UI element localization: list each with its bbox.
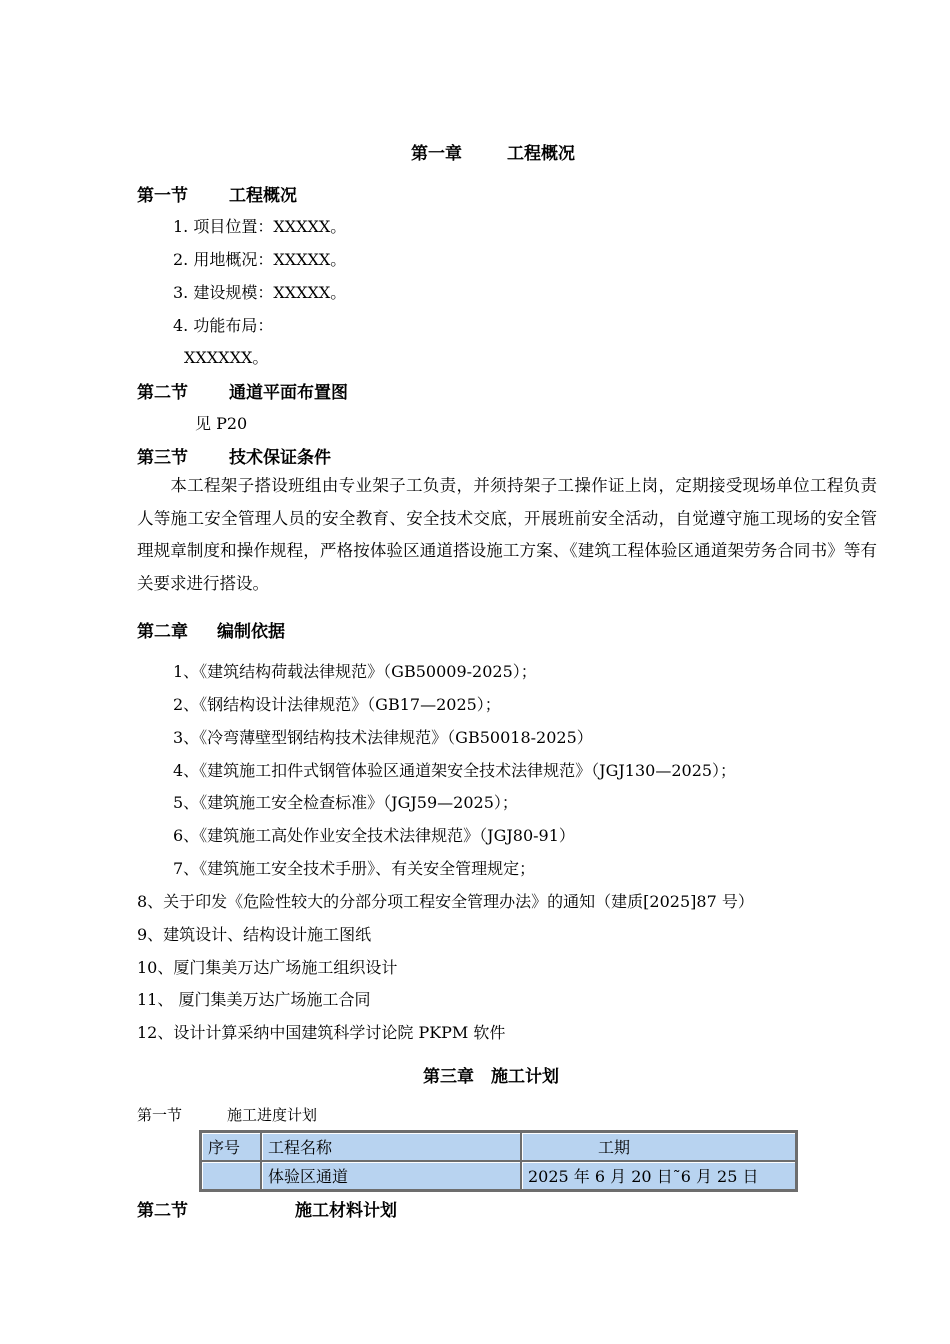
chapter-3-heading <box>423 1062 559 1087</box>
chapter-2-number: 第二章 <box>137 622 188 642</box>
chapter-1-title: 工程概况 <box>507 144 575 164</box>
reference-item: 3、《冷弯薄壁型钢结构技术法律规范》（GB50018-2025） <box>173 728 593 747</box>
reference-item: 1、《建筑结构荷载法律规范》（GB50009-2025）； <box>173 662 537 681</box>
table-cell-index <box>201 1161 261 1190</box>
list-item: 2. 用地概况：XXXXX。 <box>173 250 347 269</box>
table-row <box>201 1161 796 1190</box>
list-item: 3. 建设规模：XXXXX。 <box>173 283 347 302</box>
section-3-number: 第三节 <box>137 448 188 468</box>
reference-item: 7、《建筑施工安全技术手册》、有关安全管理规定； <box>173 859 536 878</box>
chapter-3-title: 施工计划 <box>491 1067 559 1087</box>
materials-section-number: 第二节 <box>137 1201 188 1221</box>
table-cell-duration: 2025 年 6 月 20 日˜6 月 25 日 <box>521 1161 796 1190</box>
materials-section-title: 施工材料计划 <box>295 1201 397 1221</box>
chapter-2-title: 编制依据 <box>217 622 285 642</box>
section-2-number: 第二节 <box>137 383 188 403</box>
chapter-3-number: 第三章 <box>423 1067 474 1087</box>
section-2-body: 见 P20 <box>195 414 248 433</box>
section-2-heading <box>137 378 348 403</box>
section-1-heading <box>137 181 297 206</box>
table-header-row <box>201 1132 796 1161</box>
reference-item: 10、厦门集美万达广场施工组织设计 <box>137 958 398 977</box>
reference-item: 11、 厦门集美万达广场施工合同 <box>137 990 371 1009</box>
section-3-title: 技术保证条件 <box>229 448 331 468</box>
header-cell-duration: 工期 <box>521 1132 796 1161</box>
section-3-body: 本工程架子搭设班组由专业架子工负责，并须持架子工操作证上岗，定期接受现场单位工程负责人等施工安全管理人员的安全教育、安全技术交底，开展班前安全活动，自觉遵守施工现场的安全管理规章制度和操作规程，严格按体验区通道搭设施工方案、《建筑工程体验区通道架劳务合同书》等有关要求进行搭设。 <box>137 476 877 593</box>
section-3-heading <box>137 443 331 468</box>
section-1-number: 第一节 <box>137 186 188 206</box>
chapter-2-heading <box>137 617 285 642</box>
chapter-1-heading <box>411 139 575 164</box>
header-cell-name: 工程名称 <box>261 1132 521 1161</box>
reference-item: 12、设计计算采纳中国建筑科学讨论院 PKPM 软件 <box>137 1023 506 1042</box>
schedule-section-number: 第一节 <box>137 1106 183 1124</box>
reference-item: 6、《建筑施工高处作业安全技术法律规范》（JGJ80-91） <box>173 826 575 845</box>
reference-item: 9、建筑设计、结构设计施工图纸 <box>137 925 372 944</box>
reference-item: 4、《建筑施工扣件式钢管体验区通道架安全技术法律规范》（JGJ130—2025）； <box>173 761 737 780</box>
chapter-1-number: 第一章 <box>411 144 462 164</box>
table-cell-name: 体验区通道 <box>261 1161 521 1190</box>
schedule-table <box>199 1130 798 1192</box>
section-2-title: 通道平面布置图 <box>229 383 348 403</box>
schedule-section-heading <box>137 1104 317 1125</box>
header-cell-index: 序号 <box>201 1132 261 1161</box>
reference-item: 8、关于印发《危险性较大的分部分项工程安全管理办法》的通知（建质[2025]87 号） <box>137 892 754 911</box>
section-1-title: 工程概况 <box>229 186 297 206</box>
list-item: 4. 功能布局： <box>173 316 274 335</box>
layout-detail: XXXXXX。 <box>184 348 269 367</box>
reference-item: 2、《钢结构设计法律规范》（GB17—2025）； <box>173 695 501 714</box>
section-3-paragraph <box>137 470 877 600</box>
schedule-section-title: 施工进度计划 <box>227 1106 318 1124</box>
list-item: 1. 项目位置：XXXXX。 <box>173 217 347 236</box>
materials-section-heading <box>137 1196 397 1221</box>
reference-item: 5、《建筑施工安全检查标准》（JGJ59—2025）； <box>173 793 518 812</box>
